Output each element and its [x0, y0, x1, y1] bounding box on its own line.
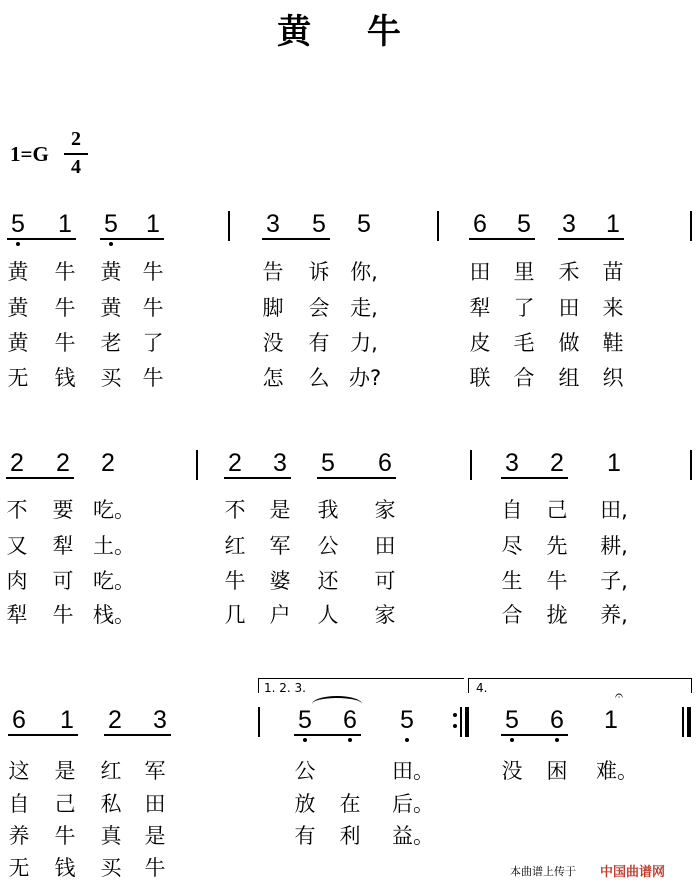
- note: 5: [400, 706, 414, 734]
- site-logo[interactable]: 中国曲谱网: [600, 865, 666, 880]
- note: 1: [604, 706, 618, 734]
- note: 3: [273, 449, 287, 477]
- note: 5: [357, 210, 371, 238]
- note: 2: [56, 449, 70, 477]
- barline: [228, 211, 230, 241]
- low-octave-dot: [109, 242, 113, 246]
- note: 5: [321, 449, 335, 477]
- lyric-syllable: 脚: [262, 296, 284, 320]
- lyric-syllable: 户: [269, 603, 291, 627]
- lyric-syllable: 怎: [262, 366, 284, 390]
- lyric-syllable: 耕,: [600, 534, 628, 558]
- lyric-syllable: 合: [501, 603, 523, 627]
- lyric-syllable: 红: [100, 759, 122, 783]
- lyric-syllable: 益。: [392, 824, 434, 848]
- lyric-syllable: 是: [269, 498, 291, 522]
- eighth-note-underline: [317, 477, 396, 479]
- note: 6: [343, 706, 357, 734]
- lyric-syllable: 吃。: [93, 498, 135, 522]
- lyric-syllable: 禾: [558, 260, 580, 284]
- lyric-syllable: 犁: [6, 603, 28, 627]
- lyric-syllable: 里: [513, 260, 535, 284]
- barline: [437, 211, 439, 241]
- eighth-note-underline: [6, 477, 74, 479]
- lyric-syllable: 田。: [392, 759, 434, 783]
- lyric-syllable: 老: [100, 331, 122, 355]
- lyric-syllable: 黄: [7, 260, 29, 284]
- lyric-syllable: 做: [558, 331, 580, 355]
- time-signature-line: [64, 153, 88, 155]
- low-octave-dot: [16, 242, 20, 246]
- lyric-syllable: 苗: [602, 260, 624, 284]
- lyric-syllable: 可: [374, 569, 396, 593]
- lyric-syllable: 自: [501, 498, 523, 522]
- lyric-syllable: 尽: [501, 534, 523, 558]
- low-octave-dot: [555, 738, 559, 742]
- lyric-syllable: 买: [100, 366, 122, 390]
- lyric-syllable: 田: [469, 260, 491, 284]
- lyric-syllable: 养,: [600, 603, 628, 627]
- lyric-syllable: 了: [142, 331, 164, 355]
- lyric-syllable: 放: [294, 792, 316, 816]
- lyric-syllable: 肉: [6, 569, 28, 593]
- lyric-syllable: 先: [546, 534, 568, 558]
- note: 5: [11, 210, 25, 238]
- lyric-syllable: 来: [602, 296, 624, 320]
- lyric-syllable: 诉: [308, 260, 330, 284]
- lyric-syllable: 联: [469, 366, 491, 390]
- low-octave-dot: [510, 738, 514, 742]
- lyric-syllable: 公: [317, 534, 339, 558]
- volta-label-1: 1. 2. 3.: [264, 681, 306, 695]
- tie-slur: [312, 696, 362, 712]
- lyric-syllable: 合: [513, 366, 535, 390]
- lyric-syllable: 我: [317, 498, 339, 522]
- lyric-syllable: 牛: [546, 569, 568, 593]
- lyric-syllable: 牛: [224, 569, 246, 593]
- lyric-syllable: 己: [546, 498, 568, 522]
- lyric-syllable: 难。: [596, 759, 638, 783]
- note: 5: [104, 210, 118, 238]
- note: 6: [12, 706, 26, 734]
- page-title: 黄 牛: [277, 12, 423, 52]
- note: 1: [58, 210, 72, 238]
- lyric-syllable: 了: [513, 296, 535, 320]
- note: 2: [108, 706, 122, 734]
- eighth-note-underline: [294, 734, 361, 736]
- eighth-note-underline: [104, 734, 171, 736]
- lyric-syllable: 黄: [100, 260, 122, 284]
- lyric-syllable: 不: [6, 498, 28, 522]
- lyric-syllable: 告: [262, 260, 284, 284]
- note: 3: [562, 210, 576, 238]
- low-octave-dot: [303, 738, 307, 742]
- time-signature-bottom: 4: [71, 156, 81, 178]
- volta-label-2: 4.: [476, 681, 488, 695]
- lyric-syllable: 犁: [469, 296, 491, 320]
- lyric-syllable: 走,: [350, 296, 378, 320]
- eighth-note-underline: [469, 238, 535, 240]
- lyric-syllable: 牛: [142, 366, 164, 390]
- note: 2: [228, 449, 242, 477]
- volta-bracket-2: [468, 678, 692, 693]
- lyric-syllable: 鞋: [602, 331, 624, 355]
- lyric-syllable: 又: [6, 534, 28, 558]
- repeat-dot: [453, 724, 457, 728]
- note: 5: [298, 706, 312, 734]
- note: 2: [550, 449, 564, 477]
- lyric-syllable: 毛: [513, 331, 535, 355]
- lyric-syllable: 栈。: [93, 603, 135, 627]
- note: 3: [153, 706, 167, 734]
- final-barline-thick: [687, 707, 691, 737]
- lyric-syllable: 力,: [350, 331, 378, 355]
- eighth-note-underline: [8, 734, 78, 736]
- lyric-syllable: 公: [294, 759, 316, 783]
- low-octave-dot: [405, 738, 409, 742]
- lyric-syllable: 土。: [93, 534, 135, 558]
- note: 3: [266, 210, 280, 238]
- barline: [196, 450, 198, 480]
- lyric-syllable: 钱: [54, 856, 76, 880]
- final-barline-thin: [682, 707, 684, 737]
- time-signature-top: 2: [71, 128, 81, 150]
- lyric-syllable: 有: [308, 331, 330, 355]
- lyric-syllable: 没: [262, 331, 284, 355]
- lyric-syllable: 己: [54, 792, 76, 816]
- repeat-dot: [453, 713, 457, 717]
- lyric-syllable: 在: [339, 792, 361, 816]
- lyric-syllable: 几: [224, 603, 246, 627]
- lyric-syllable: 田,: [600, 498, 628, 522]
- repeat-barline-thick: [465, 707, 469, 737]
- barline: [258, 707, 260, 737]
- eighth-note-underline: [100, 238, 164, 240]
- lyric-syllable: 人: [317, 603, 339, 627]
- lyric-syllable: 生: [501, 569, 523, 593]
- lyric-syllable: 养: [8, 824, 30, 848]
- lyric-syllable: 可: [52, 569, 74, 593]
- lyric-syllable: 利: [339, 824, 361, 848]
- lyric-syllable: 军: [144, 759, 166, 783]
- lyric-syllable: 困: [546, 759, 568, 783]
- note: 2: [10, 449, 24, 477]
- lyric-syllable: 红: [224, 534, 246, 558]
- eighth-note-underline: [558, 238, 624, 240]
- eighth-note-underline: [501, 734, 568, 736]
- lyric-syllable: 吃。: [93, 569, 135, 593]
- lyric-syllable: 自: [8, 792, 30, 816]
- lyric-syllable: 会: [308, 296, 330, 320]
- eighth-note-underline: [501, 477, 568, 479]
- note: 1: [146, 210, 160, 238]
- lyric-syllable: 不: [224, 498, 246, 522]
- lyric-syllable: 无: [8, 856, 30, 880]
- lyric-syllable: 家: [374, 498, 396, 522]
- lyric-syllable: 犁: [52, 534, 74, 558]
- note: 1: [606, 210, 620, 238]
- lyric-syllable: 田: [374, 534, 396, 558]
- note: 1: [60, 706, 74, 734]
- lyric-syllable: 这: [8, 759, 30, 783]
- repeat-barline-thin: [460, 707, 462, 737]
- eighth-note-underline: [262, 238, 330, 240]
- note: 1: [607, 449, 621, 477]
- lyric-syllable: 黄: [100, 296, 122, 320]
- lyric-syllable: 私: [100, 792, 122, 816]
- barline: [690, 450, 692, 480]
- lyric-syllable: 牛: [54, 296, 76, 320]
- lyric-syllable: 牛: [144, 856, 166, 880]
- lyric-syllable: 牛: [54, 260, 76, 284]
- barline: [470, 450, 472, 480]
- lyric-syllable: 么: [308, 366, 330, 390]
- note: 6: [550, 706, 564, 734]
- lyric-syllable: 是: [54, 759, 76, 783]
- lyric-syllable: 织: [602, 366, 624, 390]
- fermata-icon: 𝄐: [615, 688, 623, 704]
- lyric-syllable: 田: [144, 792, 166, 816]
- lyric-syllable: 拢: [546, 603, 568, 627]
- lyric-syllable: 买: [100, 856, 122, 880]
- lyric-syllable: 家: [374, 603, 396, 627]
- lyric-syllable: 黄: [7, 296, 29, 320]
- note: 3: [505, 449, 519, 477]
- lyric-syllable: 黄: [7, 331, 29, 355]
- lyric-syllable: 牛: [54, 331, 76, 355]
- lyric-syllable: 是: [144, 824, 166, 848]
- lyric-syllable: 婆: [269, 569, 291, 593]
- lyric-syllable: 牛: [54, 824, 76, 848]
- eighth-note-underline: [224, 477, 291, 479]
- key-signature: 1=G: [10, 142, 49, 166]
- lyric-syllable: 子,: [600, 569, 628, 593]
- note: 5: [517, 210, 531, 238]
- lyric-syllable: 有: [294, 824, 316, 848]
- lyric-syllable: 钱: [54, 366, 76, 390]
- barline: [690, 211, 692, 241]
- lyric-syllable: 你,: [350, 260, 378, 284]
- lyric-syllable: 牛: [52, 603, 74, 627]
- lyric-syllable: 组: [558, 366, 580, 390]
- note: 2: [101, 449, 115, 477]
- lyric-syllable: 还: [317, 569, 339, 593]
- lyric-syllable: 要: [52, 498, 74, 522]
- note: 5: [312, 210, 326, 238]
- lyric-syllable: 皮: [469, 331, 491, 355]
- lyric-syllable: 无: [7, 366, 29, 390]
- lyric-syllable: 牛: [142, 296, 164, 320]
- lyric-syllable: 后。: [392, 792, 434, 816]
- lyric-syllable: 军: [269, 534, 291, 558]
- lyric-syllable: 牛: [142, 260, 164, 284]
- lyric-syllable: 田: [558, 296, 580, 320]
- note: 6: [378, 449, 392, 477]
- lyric-syllable: 没: [501, 759, 523, 783]
- lyric-syllable: 办?: [349, 366, 382, 390]
- footer-credit: 本曲谱上传于: [510, 865, 576, 878]
- lyric-syllable: 真: [100, 824, 122, 848]
- note: 6: [473, 210, 487, 238]
- low-octave-dot: [348, 738, 352, 742]
- eighth-note-underline: [7, 238, 76, 240]
- note: 5: [505, 706, 519, 734]
